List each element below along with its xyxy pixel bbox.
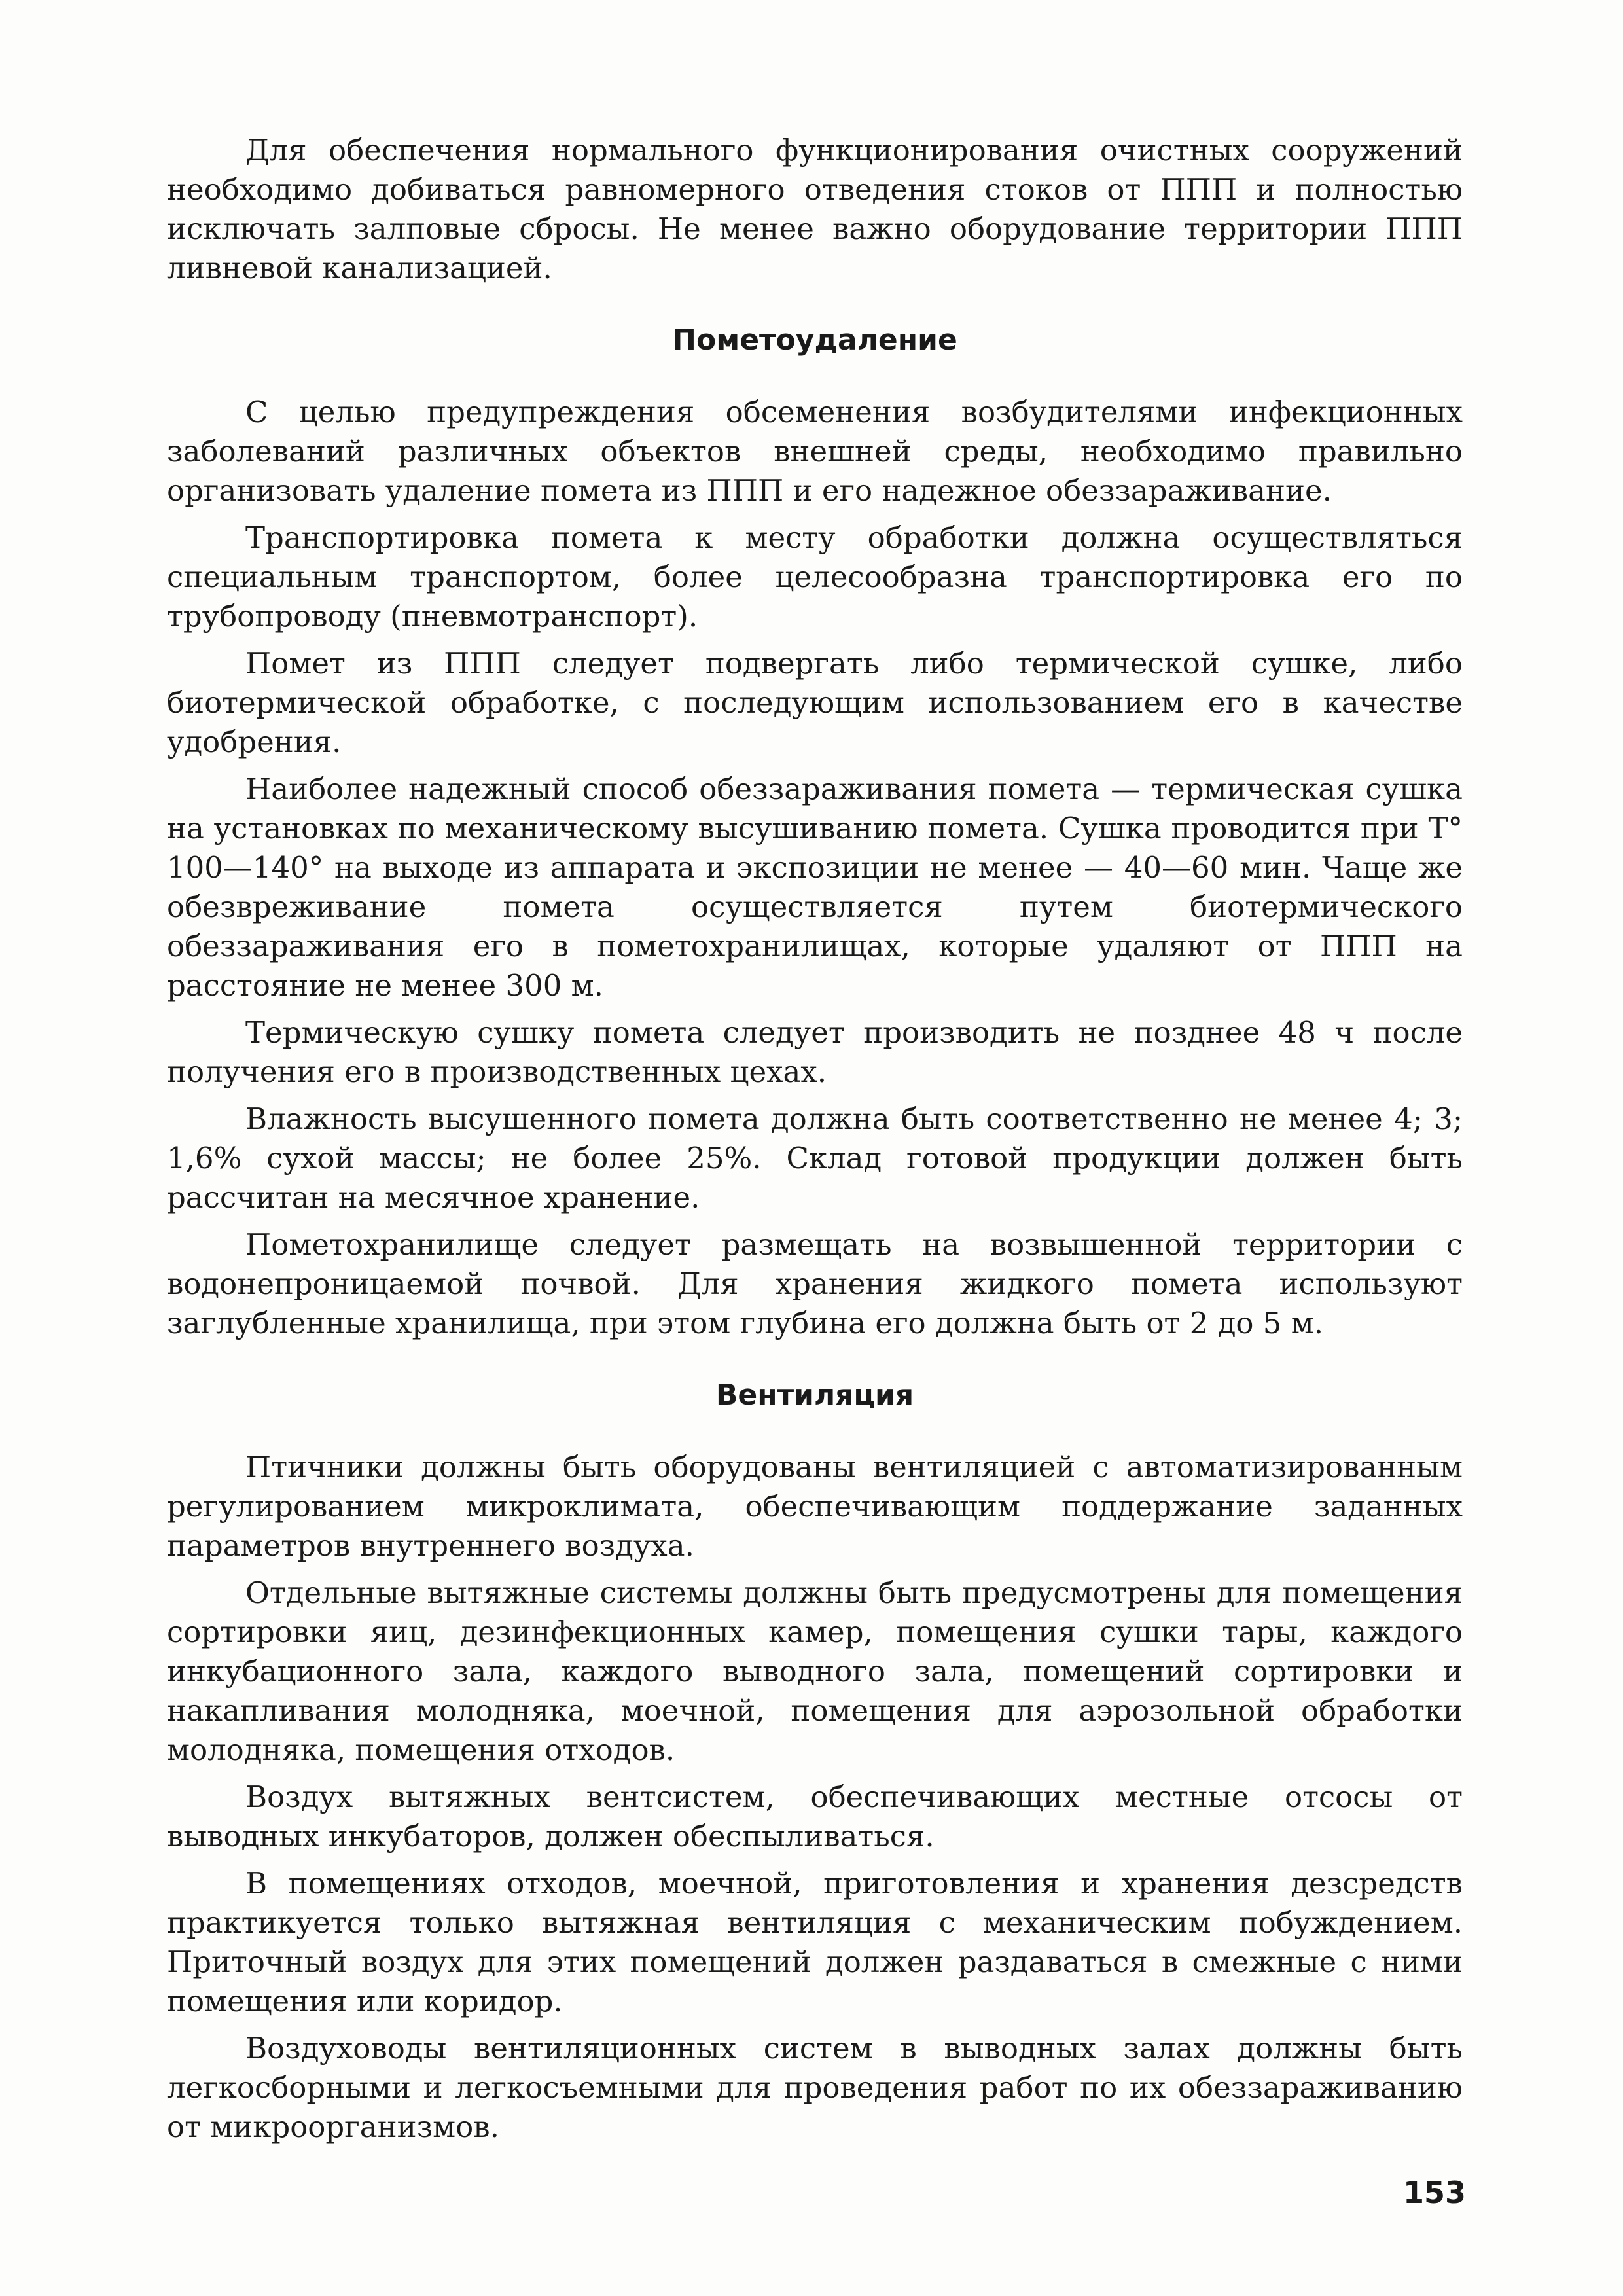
manure-paragraph-7: Пометохранилище следует размещать на возвышенной территории с водонепроницаемой почвой. Для хранения жидкого помета используют заглубленные хранилища, при этом глубина его должна быть от 2 до 5 м. [167, 1227, 1463, 1340]
ventilation-paragraph-2: Отдельные вытяжные системы должны быть предусмотрены для помещения сортировки яиц, дезинфекционных камер, помещения сушки тары, каждого инкубационного зала, каждого выводного зала, помещений сортировки и накапливания молодняка, моечной, помещения для аэрозольной обработки молодняка, помещения отходов. [167, 1575, 1463, 1767]
ventilation-paragraph-1: Птичники должны быть оборудованы вентиляцией с автоматизированным регулированием микроклимата, обеспечивающим поддержание заданных параметров внутреннего воздуха. [167, 1450, 1463, 1563]
manure-paragraph-6: Влажность высушенного помета должна быть соответственно не менее 4; 3; 1,6% сухой массы; не более 25%. Склад готовой продукции должен быть рассчитан на месячное хранение. [167, 1102, 1463, 1215]
ventilation-paragraph-3: Воздух вытяжных вентсистем, обеспечивающих местные отсосы от выводных инкубаторов, должен обеспыливаться. [167, 1780, 1463, 1854]
manure-paragraph-2: Транспортировка помета к месту обработки должна осуществляться специальным транспортом, более целесообразна транспортировка его по трубопроводу (пневмотранспорт). [167, 520, 1463, 634]
manure-paragraph-5: Термическую сушку помета следует производить не позднее 48 ч после получения его в производственных цехах. [167, 1015, 1463, 1089]
ventilation-paragraph-5: Воздуховоды вентиляционных систем в выводных залах должны быть легкосборными и легкосъемными для проведения работ по их обеззараживанию от микроорганизмов. [167, 2031, 1463, 2144]
section-heading-ventilation: Вентиляция [715, 1378, 914, 1412]
page-body [167, 131, 1463, 2147]
manure-paragraph-1: С целью предупреждения обсеменения возбудителями инфекционных заболеваний различных объектов внешней среды, необходимо правильно организовать удаление помета из ППП и его надежное обеззараживание. [167, 395, 1463, 508]
page-number: 153 [1402, 2175, 1466, 2210]
section-heading-manure-removal: Пометоудаление [672, 323, 957, 357]
ventilation-paragraph-4: В помещениях отходов, моечной, приготовления и хранения дезсредств практикуется только вытяжная вентиляция с механическим побуждением. Приточный воздух для этих помещений должен раздаваться в смежные с ними помещения или коридор. [167, 1866, 1463, 2018]
manure-paragraph-4: Наиболее надежный способ обеззараживания помета — термическая сушка на установках по механическому высушиванию помета. Сушка проводится при Т° 100—140° на выходе из аппарата и экспозиции не менее — 40—60 мин. Чаще же обезвреживание помета осуществляется путем биотермического обеззараживания его в пометохранилищах, которые удаляют от ППП на расстояние не менее 300 м. [167, 772, 1463, 1003]
manure-paragraph-3: Помет из ППП следует подвергать либо термической сушке, либо биотермической обработке, с последующим использованием его в качестве удобрения. [167, 646, 1463, 759]
intro-paragraph: Для обеспечения нормального функционирования очистных сооружений необходимо добиваться равномерного отведения стоков от ППП и полностью исключать залповые сбросы. Не менее важно оборудование территории ППП ливневой канализацией. [167, 133, 1463, 285]
